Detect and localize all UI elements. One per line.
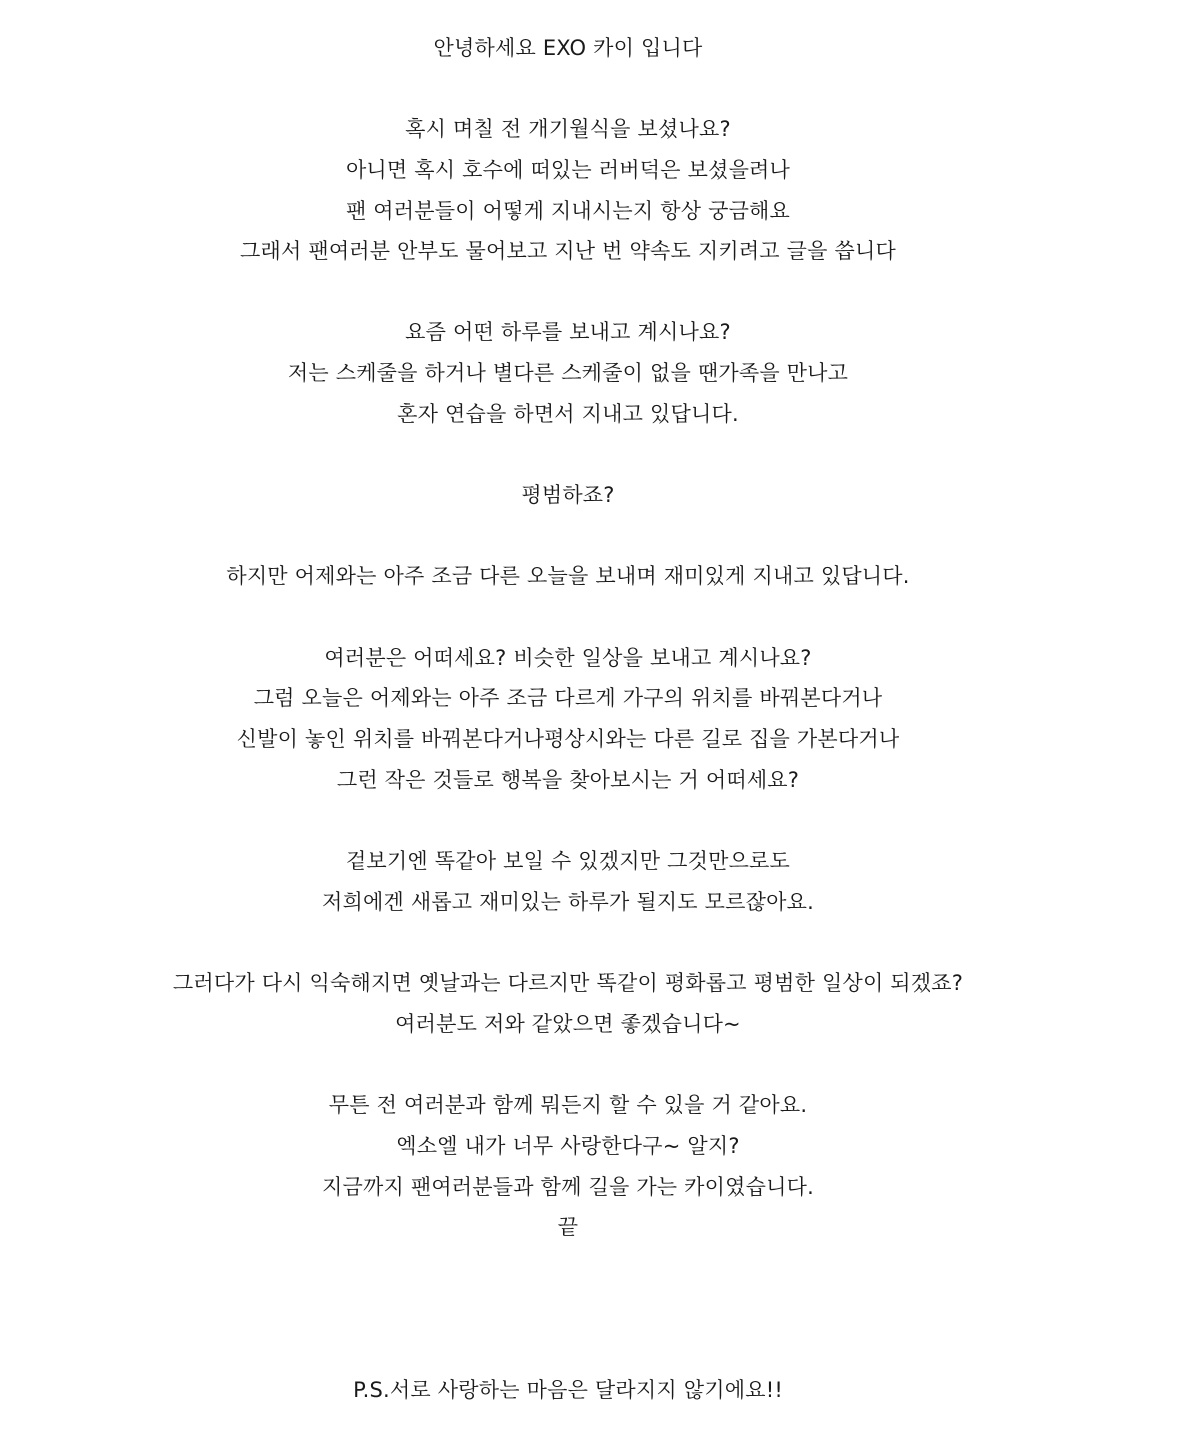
paragraph-line: 혼자 연습을 하면서 지내고 있답니다. [397,402,739,426]
paragraph-line: 팬 여러분들이 어떻게 지내시는지 항상 궁금해요 [345,199,791,223]
paragraph-line: 신발이 놓인 위치를 바꿔본다거나평상시와는 다른 길로 집을 가본다거나 [236,727,900,751]
paragraph-line: 그런 작은 것들로 행복을 찾아보시는 거 어떠세요? [336,768,800,792]
paragraph-line: 요즘 어떤 하루를 보내고 계시나요? [405,320,731,344]
paragraph-line: 그럼 오늘은 어제와는 아주 조금 다르게 가구의 위치를 바꿔본다거나 [253,686,883,710]
paragraph-line: 그래서 팬여러분 안부도 물어보고 지난 번 약속도 지키려고 글을 씁니다 [240,239,896,263]
paragraph-line: 엑소엘 내가 너무 사랑한다구~ 알지? [396,1134,740,1158]
paragraph-line: 지금까지 팬여러분들과 함께 길을 가는 카이였습니다. [322,1175,814,1199]
paragraph-line: 아니면 혹시 호수에 떠있는 러버덕은 보셨을려나 [345,158,791,182]
closing-line: 끝 [557,1215,579,1239]
paragraph-line: 혹시 며칠 전 개기월식을 보셨나요? [405,117,731,141]
paragraph-line: 하지만 어제와는 아주 조금 다른 오늘을 보내며 재미있게 지내고 있답니다. [226,564,910,588]
postscript-line: P.S.서로 사랑하는 마음은 달라지지 않기에요!! [353,1378,783,1402]
paragraph-line: 그러다가 다시 익숙해지면 옛날과는 다르지만 똑같이 평화롭고 평범한 일상이 되겠죠? [172,971,964,995]
paragraph-line: 평범하죠? [521,483,615,507]
paragraph-line: 겉보기엔 똑같아 보일 수 있겠지만 그것만으로도 [345,849,791,873]
paragraph-line: 저희에겐 새롭고 재미있는 하루가 될지도 모르잖아요. [322,890,814,914]
paragraph-line: 여러분은 어떠세요? 비슷한 일상을 보내고 계시나요? [324,646,812,670]
paragraph-line: 무튼 전 여러분과 함께 뭐든지 할 수 있을 거 같아요. [328,1093,808,1117]
greeting-line: 안녕하세요 EXO 카이 입니다 [433,36,703,60]
paragraph-line: 저는 스케줄을 하거나 별다른 스케줄이 없을 땐가족을 만나고 [287,361,849,385]
paragraph-line: 여러분도 저와 같았으면 좋겠습니다~ [395,1012,741,1036]
